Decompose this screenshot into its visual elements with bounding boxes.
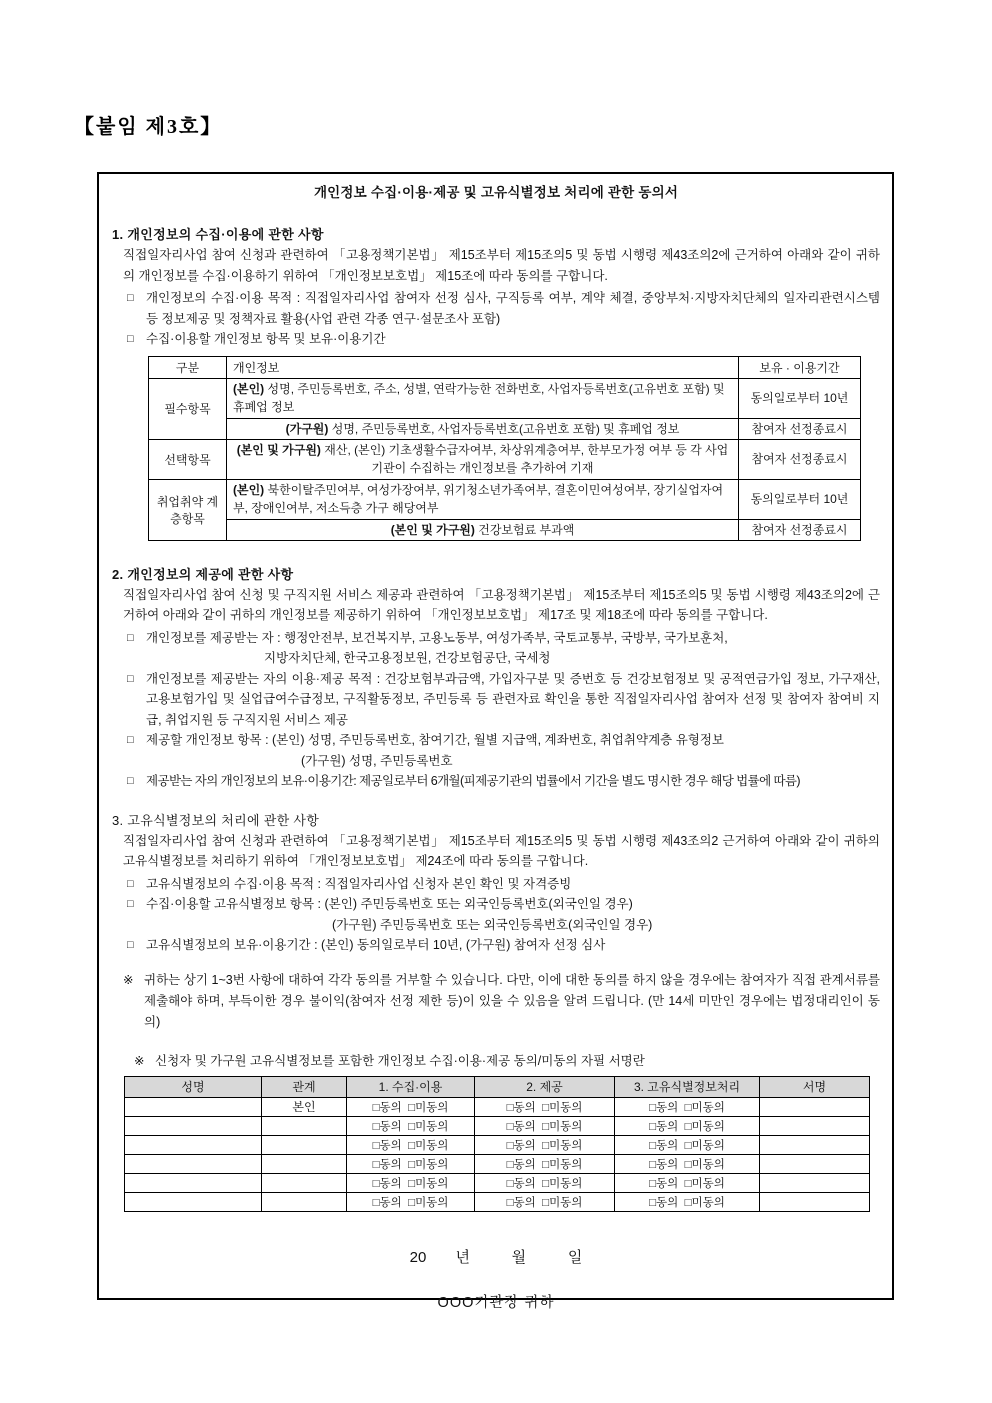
section1-bullet-purpose [112,288,880,329]
name-cell [125,1154,262,1173]
consent-checkboxes: □동의 □미동의 [347,1135,475,1154]
health-insurance-item [227,519,739,540]
relation-cell [262,1135,347,1154]
signature-row [125,1154,870,1173]
consent-checkboxes: □동의 □미동의 [347,1192,475,1211]
table-row [149,519,861,540]
section2-bullet-receiver [112,628,880,649]
subject-label: (본인) [233,483,265,497]
section2-bullet-purpose [112,669,880,731]
signature-header-row [125,1076,870,1097]
section2-heading: 2. 개인정보의 제공에 관한 사항 [112,566,294,582]
vulnerable-self-items [227,479,739,519]
section3-bullet-items-text: 수집·이용할 고유식별정보 항목 : (본인) 주민등록번호 또는 외국인등록번호(외국인일 경우) [146,897,633,911]
consent-checkboxes: □동의 □미동의 [615,1135,760,1154]
signature-row [125,1192,870,1211]
consent-checkboxes: □동의 □미동의 [475,1097,615,1116]
col-header-name: 성명 [125,1076,262,1097]
section3-bullet-items [112,894,880,915]
signature-cell [760,1154,870,1173]
cell-text: 성명, 주민등록번호, 주소, 성별, 연락가능한 전화번호, 사업자등록번호(고유번호 포함) 및 휴폐업 정보 [233,382,725,414]
section1-bullet-purpose-text: 개인정보의 수집·이용 목적 : 직접일자리사업 참여자 선정 심사, 구직등록 여부, 계약 체결, 중앙부처·지방자치단체의 일자리관련시스템 등 정보제공 및 정책자료 활용(사업 관련 각종 연구·설문조사 포함) [146,291,880,326]
required-household-items [227,418,739,439]
refusal-note [115,970,880,1033]
section3-bullet-period-text: 고유식별정보의 보유·이용기간 : (본인) 동의일로부터 10년, (가구원) 참여자 선정 심사 [146,938,606,952]
section2-bullet-items-text: 제공할 개인정보 항목 : (본인) 성명, 주민등록번호, 참여기간, 월별 지급액, 계좌번호, 취업취약계층 유형정보 [146,733,724,747]
signature-note-text: 신청자 및 가구원 고유식별정보를 포함한 개인정보 수집·이용·제공 동의/미동의 자필 서명란 [155,1053,645,1068]
reference-mark-icon: ※ [134,1053,145,1068]
section3-heading: 3. 고유식별정보의 처리에 관한 사항 [112,812,320,828]
square-bullet-icon: □ [127,877,134,890]
collection-use-table [148,356,861,541]
consent-checkboxes: □동의 □미동의 [615,1173,760,1192]
square-bullet-icon: □ [127,292,134,304]
category-required: 필수항목 [149,378,227,439]
table-header-row [149,356,861,378]
section2-bullet-purpose-text: 개인정보를 제공받는 자의 이용·제공 목적 : 건강보험부과금액, 가입자구분 및 증번호 등 건강보험정보 및 공적연금가입 정보, 가구재산, 고용보험가입 및 실업급여수급정보, 구직활동정보, 주민등록 등 관련자료 확인을 통한 직접일자리사업 참여자 선정 및 참여자 참여비 지급, 취업지원 등 구직지원 서비스 제공 [146,671,880,727]
square-bullet-icon: □ [127,734,134,746]
consent-checkboxes: □동의 □미동의 [347,1097,475,1116]
square-bullet-icon: □ [127,939,134,951]
subject-label: (가구원) [285,422,329,436]
cell-text: 북한이탈주민여부, 여성가장여부, 위기청소년가족여부, 결혼이민여성여부, 장기실업자여부, 장애인여부, 저소득층 가구 해당여부 [233,483,724,515]
subject-label: (본인 및 가구원) [236,443,321,457]
section2-bullet-items [112,730,880,751]
section2-bullet-period-text: 제공받는 자의 개인정보의 보유·이용기간: 제공일로부터 6개월(피제공기관의 법률에서 기간을 별도 명시한 경우 해당 법률에 따름) [146,774,800,788]
section3-bullet-purpose [112,874,880,895]
signature-table [124,1076,870,1212]
name-cell [125,1135,262,1154]
consent-checkboxes: □동의 □미동의 [475,1135,615,1154]
col-header-signature: 서명 [760,1076,870,1097]
section2-bullet-receiver-text: 개인정보를 제공받는 자 : 행정안전부, 보건복지부, 고용노동부, 여성가족부, 국토교통부, 국방부, 국가보훈처, [146,630,728,645]
section3-intro: 직접일자리사업 참여 신청과 관련하여 「고용정책기본법」 제15조부터 제15조의5 및 동법 시행령 제43조의2 근거하여 아래와 같이 귀하의 고유식별정보를 처리하기 위하여 「개인정보보호법」 제24조에 따라 동의를 구합니다. [123,833,880,868]
consent-checkboxes: □동의 □미동의 [615,1097,760,1116]
signature-cell [760,1173,870,1192]
name-cell [125,1173,262,1192]
signature-note [126,1051,880,1072]
retention-period: 참여자 선정종료시 [739,418,861,439]
section2-bullet-items-cont: (가구원) 성명, 주민등록번호 [301,753,453,768]
retention-period: 동의일로부터 10년 [739,479,861,519]
signature-cell [760,1097,870,1116]
table-row [149,378,861,418]
consent-checkboxes: □동의 □미동의 [475,1173,615,1192]
required-self-items [227,378,739,418]
col-header-category: 구분 [149,356,227,378]
consent-checkboxes: □동의 □미동의 [475,1192,615,1211]
relation-cell: 본인 [262,1097,347,1116]
section3-bullet-purpose-text: 고유식별정보의 수집·이용 목적 : 직접일자리사업 신청자 본인 확인 및 자격증빙 [146,876,572,891]
name-cell [125,1116,262,1135]
section1-bullet-items-text: 수집·이용할 개인정보 항목 및 보유·이용기간 [146,332,386,346]
consent-checkboxes: □동의 □미동의 [615,1154,760,1173]
retention-period: 참여자 선정종료시 [739,439,861,479]
consent-checkboxes: □동의 □미동의 [475,1116,615,1135]
relation-cell [262,1192,347,1211]
col-header-provision: 2. 제공 [475,1076,615,1097]
section3-bullet-period [112,935,880,956]
section1-intro: 직접일자리사업 참여 신청과 관련하여 「고용정책기본법」 제15조부터 제15조의5 및 동법 시행령 제43조의2에 근거하여 아래와 같이 귀하의 개인정보를 수집·이용하기 위하여 「개인정보보호법」 제15조에 따라 동의를 구합니다. [123,248,880,283]
col-header-personal-info: 개인정보 [227,356,739,378]
retention-period: 동의일로부터 10년 [739,378,861,418]
reference-mark-icon: ※ [123,972,134,987]
consent-checkboxes: □동의 □미동의 [347,1116,475,1135]
table-row [149,418,861,439]
section2-bullet-receiver-cont: 지방자치단체, 한국고용정보원, 건강보험공단, 국세청 [264,651,551,665]
signature-row [125,1116,870,1135]
cell-text: 성명, 주민등록번호, 사업자등록번호(고유번호 포함) 및 휴페업 정보 [328,422,680,436]
consent-checkboxes: □동의 □미동의 [615,1116,760,1135]
category-vulnerable: 취업취약 계층항목 [149,479,227,540]
subject-label: (본인 및 가구원) [390,523,475,537]
recipient-line: OOO기관장 귀하 [437,1294,555,1311]
relation-cell [262,1116,347,1135]
consent-checkboxes: □동의 □미동의 [475,1154,615,1173]
section1-bullet-items [112,329,880,350]
col-header-relation: 관계 [262,1076,347,1097]
signature-cell [760,1116,870,1135]
attachment-label: 【붙임 제3호】 [74,116,223,138]
square-bullet-icon: □ [127,775,134,787]
consent-form-box [97,172,894,1311]
cell-text: 건강보험료 부과액 [474,523,575,537]
section1-heading: 1. 개인정보의 수집·이용에 관한 사항 [112,227,324,242]
signature-cell [760,1135,870,1154]
consent-checkboxes: □동의 □미동의 [615,1192,760,1211]
name-cell [125,1097,262,1116]
square-bullet-icon: □ [127,631,134,644]
table-row [149,479,861,519]
subject-label: (본인) [233,382,265,396]
table-row [149,439,861,479]
form-title: 개인정보 수집·이용·제공 및 고유식별정보 처리에 관한 동의서 [313,185,679,200]
col-header-unique-id: 3. 고유식별정보처리 [615,1076,760,1097]
signature-row [125,1135,870,1154]
relation-cell [262,1173,347,1192]
refusal-note-text: 귀하는 상기 1~3번 사항에 대하여 각각 동의를 거부할 수 있습니다. 다만, 이에 대한 동의를 하지 않을 경우에는 참여자가 직접 관계서류를 제출해야 하며, 부득이한 경우 불이익(참여자 선정 제한 등)이 있을 수 있음을 알려 드립니다. (만 14세 미만인 경우에는 법정대리인이 동의) [144,972,880,1029]
optional-items [227,439,739,479]
signature-cell [760,1192,870,1211]
name-cell [125,1192,262,1211]
col-header-retention: 보유 · 이용기간 [739,356,861,378]
consent-checkboxes: □동의 □미동의 [347,1173,475,1192]
retention-period: 참여자 선정종료시 [739,519,861,540]
date-line: 20 년 월 일 [409,1248,583,1266]
square-bullet-icon: □ [127,672,134,685]
section2-intro: 직접일자리사업 참여 신청 및 구직지원 서비스 제공과 관련하여 「고용정책기본법」 제15조부터 제15조의5 및 동법 시행령 제43조의2에 근거하여 아래와 같이 귀하의 개인정보를 제공하기 위하여 「개인정보보호법」 제17조 및 제18조에 따라 동의를 구합니다. [123,587,880,622]
col-header-collection: 1. 수집·이용 [347,1076,475,1097]
relation-cell [262,1154,347,1173]
consent-checkboxes: □동의 □미동의 [347,1154,475,1173]
signature-row [125,1097,870,1116]
square-bullet-icon: □ [127,333,134,345]
signature-row [125,1173,870,1192]
cell-text: 재산, (본인) 기초생활수급자여부, 차상위계층여부, 한부모가정 여부 등 각 사업기관이 수집하는 개인정보를 추가하여 기재 [320,443,729,475]
section2-bullet-period [112,771,880,792]
square-bullet-icon: □ [127,898,134,910]
section3-bullet-items-cont: (가구원) 주민등록번호 또는 외국인등록번호(외국인일 경우) [332,917,653,932]
category-optional: 선택항목 [149,439,227,479]
